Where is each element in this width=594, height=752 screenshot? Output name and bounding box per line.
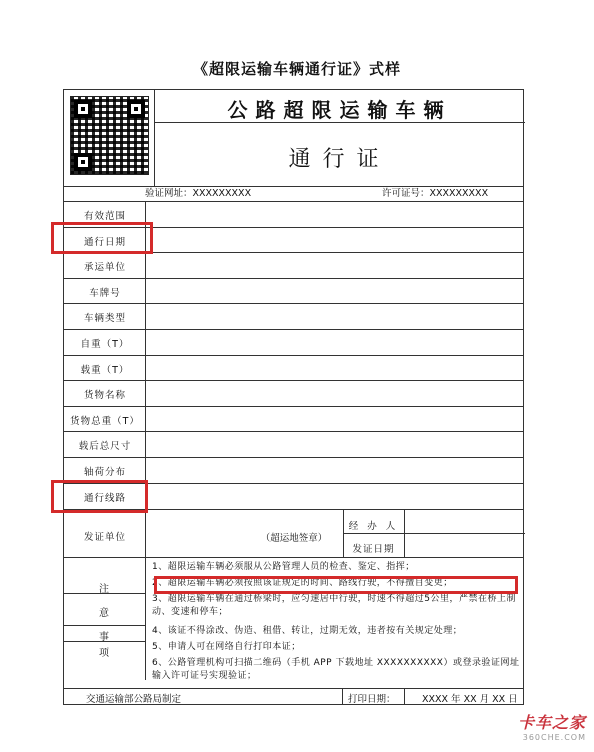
- field-label: 承运单位: [83, 262, 126, 274]
- qr-finder-mark: [74, 153, 92, 171]
- permit-number-label: 许可证号：XXXXXXXXX: [382, 188, 489, 199]
- issue-date-label: 发证日期: [352, 544, 395, 555]
- field-row-line: [64, 457, 523, 458]
- note-item-4: 4、该证不得涂改、伪造、租借、转让，过期无效，违者按有关规定处理；: [152, 626, 463, 636]
- permit-form: [63, 89, 524, 705]
- notes-char-line: [64, 593, 146, 594]
- field-row-line: [64, 431, 523, 432]
- notes-char: 意: [99, 608, 111, 619]
- note-item-5: 5、申请人可在网络自行打印本证；: [152, 642, 301, 652]
- seal-note: （超运地签章）: [260, 533, 328, 544]
- note-item-3: 3、超限运输车辆在通过桥梁时，应匀速居中行驶，时速不得超过5公里，严禁在桥上制动、变速和停车；: [152, 594, 516, 617]
- notes-char-line: [64, 625, 146, 626]
- field-label: 车辆类型: [83, 313, 126, 325]
- field-label: 通行线路: [83, 492, 126, 504]
- notes-char: 注: [99, 584, 111, 595]
- qr-finder-mark: [127, 100, 145, 118]
- permit-header-title: 公路超限运输车辆: [227, 98, 452, 122]
- handler-label: 经 办 人: [348, 521, 399, 532]
- field-label: 载重（T）: [80, 364, 130, 376]
- issuer-org: 交通运输部公路局制定: [86, 694, 182, 705]
- issuer-label: 发证单位: [83, 532, 126, 543]
- note-item-6: 6、公路管理机构可扫描二维码（手机 APP 下载地址 XXXXXXXXXX）或登录验证网址输入许可证号实现验证；: [152, 658, 520, 681]
- verify-info-row: [64, 186, 523, 201]
- field-label: 通行日期: [83, 236, 126, 248]
- print-date-value: XXXX 年 XX 月 XX 日: [422, 694, 518, 705]
- watermark-url: 360CHE.COM: [522, 733, 586, 742]
- field-label: 载后总尺寸: [78, 441, 132, 453]
- field-row-line: [64, 329, 523, 330]
- field-label: 货物总重（T）: [70, 415, 140, 427]
- highlight-box-note-2: [154, 576, 518, 594]
- notes-top-line: [64, 557, 523, 558]
- header-vertical-divider: [154, 90, 155, 186]
- verify-url-label: 验证网址：XXXXXXXXX: [145, 188, 252, 199]
- notes-char: 事: [99, 632, 111, 643]
- field-row-line: [64, 303, 523, 304]
- watermark: [518, 710, 586, 742]
- issuer-mid-line: [343, 533, 525, 534]
- notes-char: 项: [99, 648, 111, 659]
- highlight-box-pass-date: [51, 222, 153, 254]
- field-label: 车牌号: [89, 287, 121, 299]
- field-row-line: [64, 278, 523, 279]
- print-date-label: 打印日期：: [348, 694, 396, 705]
- field-row-line: [64, 406, 523, 407]
- field-label: 货物名称: [83, 390, 126, 402]
- info-row-bottom-line: [64, 201, 523, 202]
- field-label: 自重（T）: [80, 339, 130, 350]
- note-item-1: 1、超限运输车辆必须服从公路管理人员的检查、鉴定、指挥；: [152, 562, 415, 572]
- footer-top-line: [64, 688, 523, 689]
- footer-divider: [342, 688, 343, 705]
- document-title: 《超限运输车辆通行证》式样: [192, 60, 401, 78]
- permit-header-subtitle: 通行证: [288, 147, 391, 172]
- note-item-2: 2、超限运输车辆必须按照该证规定的时间、路线行驶，不得擅自变更；: [152, 578, 453, 588]
- header-divider: [154, 122, 525, 123]
- watermark-brand: 卡车之家: [517, 713, 586, 732]
- highlight-box-route: [51, 480, 148, 513]
- footer-divider: [404, 688, 405, 705]
- field-row-line: [64, 355, 523, 356]
- field-label: 轴荷分布: [83, 467, 126, 478]
- field-label: 有效范围: [83, 211, 126, 222]
- field-row-line: [64, 380, 523, 381]
- qr-finder-mark: [74, 100, 92, 118]
- notes-char-line: [64, 641, 146, 642]
- qr-code-image: [70, 96, 149, 175]
